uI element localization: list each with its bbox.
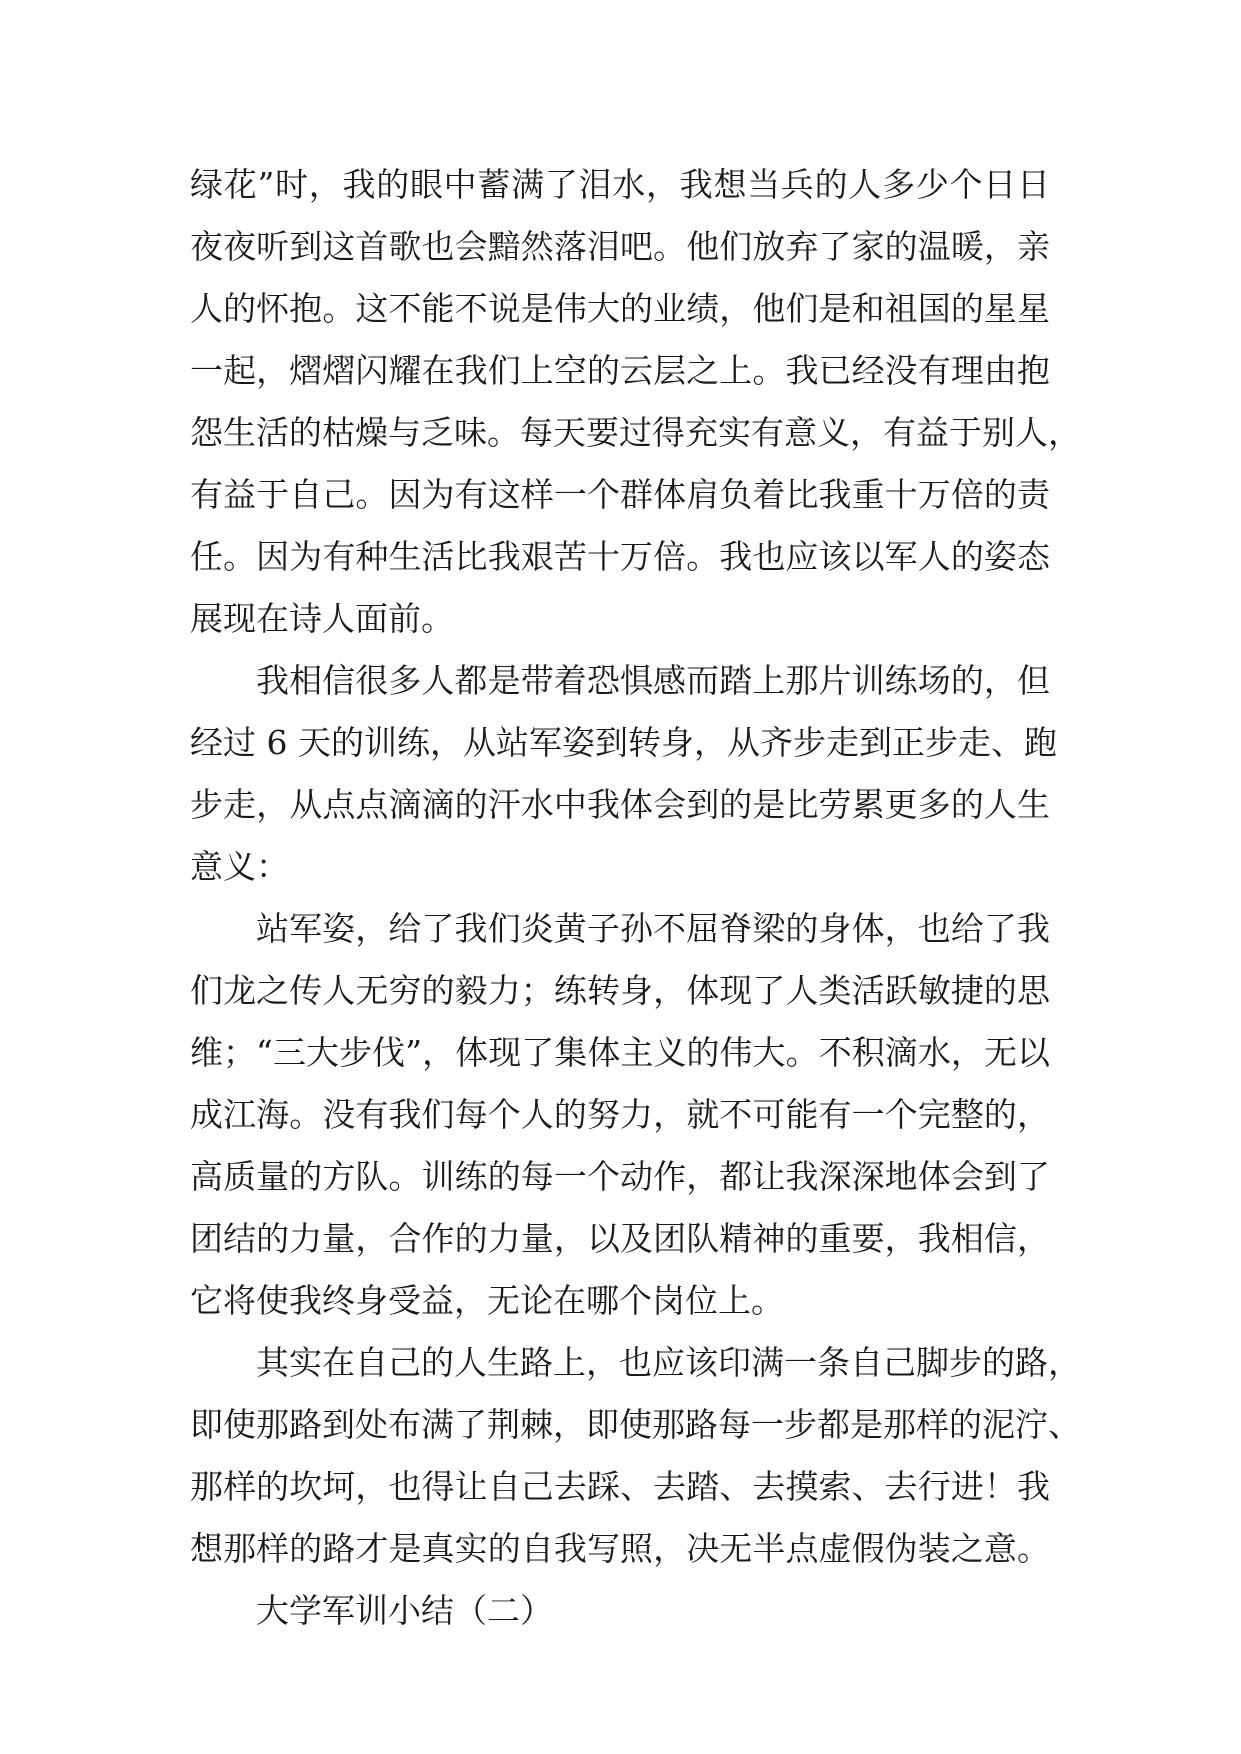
paragraph-3-line-2: 们龙之传人无穷的毅力；练转身，体现了人类活跃敏捷的思	[190, 971, 1050, 1010]
paragraph-1-line-4: 一起，熠熠闪耀在我们上空的云层之上。我已经没有理由抱	[190, 351, 1050, 390]
document-body	[190, 154, 1081, 1642]
paragraph-4-line-3: 那样的坎坷，也得让自己去踩、去踏、去摸索、去行进！我	[190, 1467, 1050, 1506]
paragraph-1-line-3: 人的怀抱。这不能不说是伟大的业绩，他们是和祖国的星星	[190, 289, 1050, 328]
paragraph-2-line-1: 我相信很多人都是带着恐惧感而踏上那片训练场的，但	[256, 661, 1050, 700]
paragraph-1-line-7: 任。因为有种生活比我艰苦十万倍。我也应该以军人的姿态	[190, 537, 1050, 576]
paragraph-3-line-5: 高质量的方队。训练的每一个动作，都让我深深地体会到了	[190, 1157, 1050, 1196]
paragraph-1-line-6: 有益于自己。因为有这样一个群体肩负着比我重十万倍的责	[190, 475, 1050, 514]
paragraph-2-line-4: 意义：	[190, 847, 289, 886]
paragraph-3-line-4: 成江海。没有我们每个人的努力，就不可能有一个完整的，	[190, 1095, 1050, 1134]
paragraph-1-line-2: 夜夜听到这首歌也会黯然落泪吧。他们放弃了家的温暖，亲	[190, 227, 1050, 266]
paragraph-1-line-8: 展现在诗人面前。	[190, 599, 454, 638]
paragraph-3-line-3: 维；“三大步伐”，体现了集体主义的伟大。不积滴水，无以	[190, 1033, 1050, 1072]
paragraph-2-line-2: 经过 6 天的训练，从站军姿到转身，从齐步走到正步走、跑	[190, 723, 1057, 762]
paragraph-4-line-2: 即使那路到处布满了荆棘，即使那路每一步都是那样的泥泞、	[190, 1405, 1081, 1444]
paragraph-3-line-1: 站军姿，给了我们炎黄子孙不屈脊梁的身体，也给了我	[256, 909, 1050, 948]
paragraph-2-line-3: 步走，从点点滴滴的汗水中我体会到的是比劳累更多的人生	[190, 785, 1050, 824]
paragraph-1-line-1: 绿花”时，我的眼中蓄满了泪水，我想当兵的人多少个日日	[190, 165, 1050, 204]
paragraph-1-line-5: 怨生活的枯燥与乏味。每天要过得充实有意义，有益于别人，	[190, 413, 1081, 452]
paragraph-4-line-4: 想那样的路才是真实的自我写照，决无半点虚假伪装之意。	[190, 1529, 1050, 1568]
paragraph-3-line-7: 它将使我终身受益，无论在哪个岗位上。	[190, 1281, 784, 1320]
section-heading: 大学军训小结（二）	[256, 1591, 553, 1630]
paragraph-4-line-1: 其实在自己的人生路上，也应该印满一条自己脚步的路，	[256, 1343, 1081, 1382]
paragraph-3-line-6: 团结的力量，合作的力量，以及团队精神的重要，我相信，	[190, 1219, 1050, 1258]
